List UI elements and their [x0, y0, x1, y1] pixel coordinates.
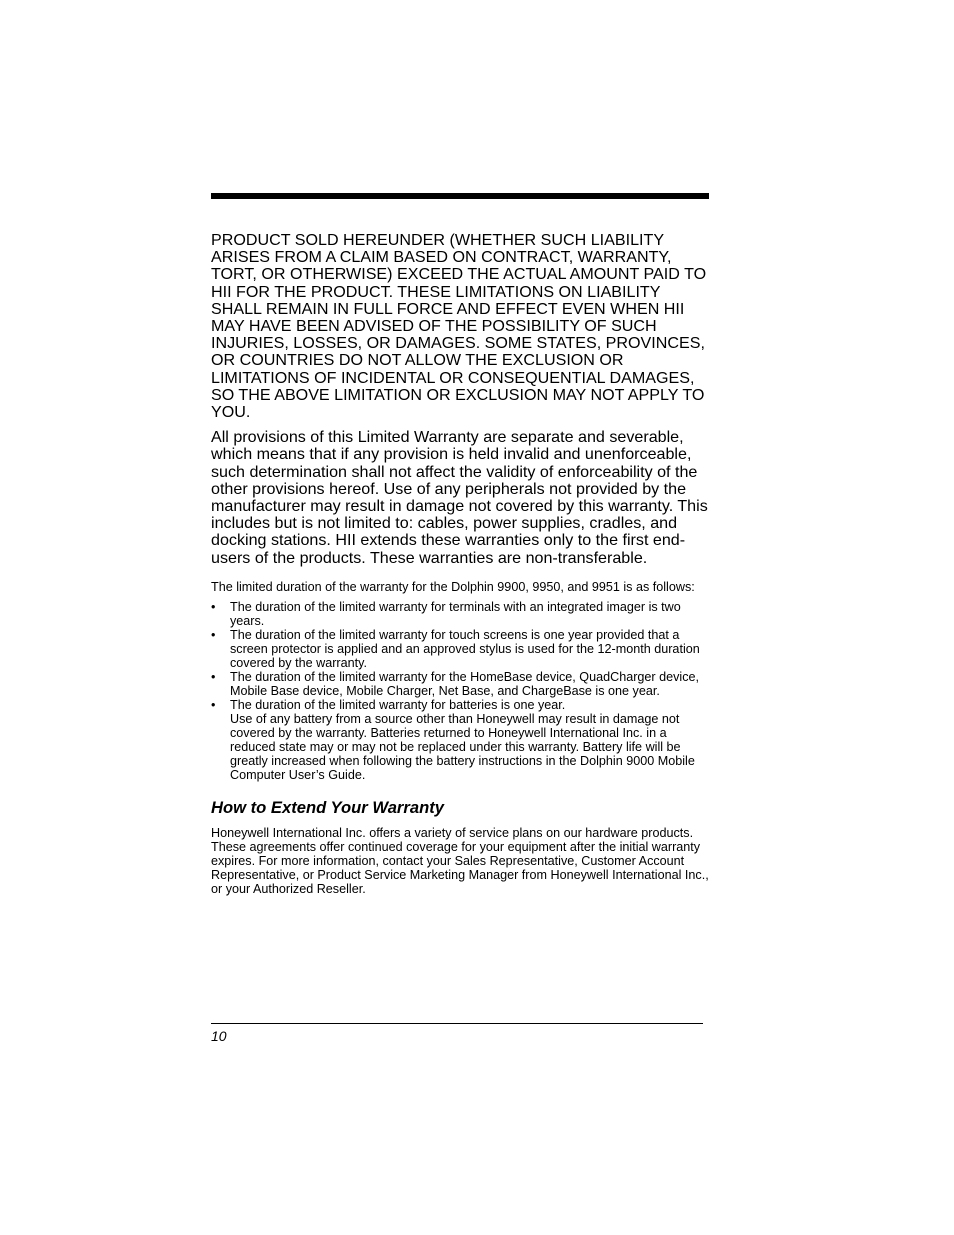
list-item — [211, 698, 711, 782]
bullet-icon: • — [211, 697, 216, 712]
battery-note: Use of any battery from a source other than Honeywell may result in damage not covered by the warranty. Batteries returned to Honeywell International Inc. in a reduced state may or may not be replaced under this warranty. Battery life will be greatly increased when following the battery instructions in the Dolphin 9000 Mobile Computer User’s Guide. — [230, 711, 695, 782]
footer-rule — [211, 1023, 703, 1024]
extend-warranty-paragraph: Honeywell International Inc. offers a variety of service plans on our hardware products. These agreements offer continued coverage for your equipment after the initial warranty expires. For more information, contact your Sales Representative, Customer Account Representative, or Product Service Marketing Manager from Honeywell International Inc., or your Authorized Reseller. — [211, 825, 709, 896]
list-item — [211, 628, 711, 670]
header-rule — [211, 193, 709, 199]
list-item-text: The duration of the limited warranty for batteries is one year. — [230, 697, 566, 712]
list-item — [211, 600, 711, 628]
bullet-icon: • — [211, 669, 216, 684]
page-content — [211, 232, 711, 896]
list-item-text: The duration of the limited warranty for touch screens is one year provided that a screen protector is applied and an approved stylus is used for the 12-month duration covered by the warranty. — [230, 627, 700, 670]
liability-paragraph: PRODUCT SOLD HEREUNDER (WHETHER SUCH LIABILITY ARISES FROM A CLAIM BASED ON CONTRACT, WARRANTY, TORT, OR OTHERWISE) EXCEED THE ACTUAL AMOUNT PAID TO HII FOR THE PRODUCT. THESE LIMITATIONS ON LIABILITY SHALL REMAIN IN FULL FORCE AND EFFECT EVEN WHEN HII MAY HAVE BEEN ADVISED OF THE POSSIBILITY OF SUCH INJURIES, LOSSES, OR DAMAGES. SOME STATES, PROVINCES, OR COUNTRIES DO NOT ALLOW THE EXCLUSION OR LIMITATIONS OF INCIDENTAL OR CONSEQUENTIAL DAMAGES, SO THE ABOVE LIMITATION OR EXCLUSION MAY NOT APPLY TO YOU. — [211, 231, 707, 422]
severability-paragraph: All provisions of this Limited Warranty are separate and severable, which means that if any provision is held invalid and unenforceable, such determination shall not affect the validity of enforceability of the other provisions hereof. Use of any peripherals not provided by the manufacturer may result in damage not covered by this warranty. This includes but is not limited to: cables, power supplies, cradles, and docking stations. HII extends these warranties only to the first end-users of the products. These warranties are non-transferable. — [211, 428, 708, 567]
section-heading: How to Extend Your Warranty — [211, 797, 444, 817]
warranty-duration-list — [211, 600, 711, 782]
list-item — [211, 670, 711, 698]
bullet-icon: • — [211, 599, 216, 614]
list-item-text: The duration of the limited warranty for terminals with an integrated imager is two years. — [230, 599, 681, 628]
bullet-icon: • — [211, 627, 216, 642]
duration-intro-paragraph: The limited duration of the warranty for the Dolphin 9900, 9950, and 9951 is as follows: — [211, 579, 695, 594]
page-number: 10 — [211, 1028, 227, 1044]
list-item-text: The duration of the limited warranty for the HomeBase device, QuadCharger device, Mobile Base device, Mobile Charger, Net Base, and ChargeBase is one year. — [230, 669, 700, 698]
